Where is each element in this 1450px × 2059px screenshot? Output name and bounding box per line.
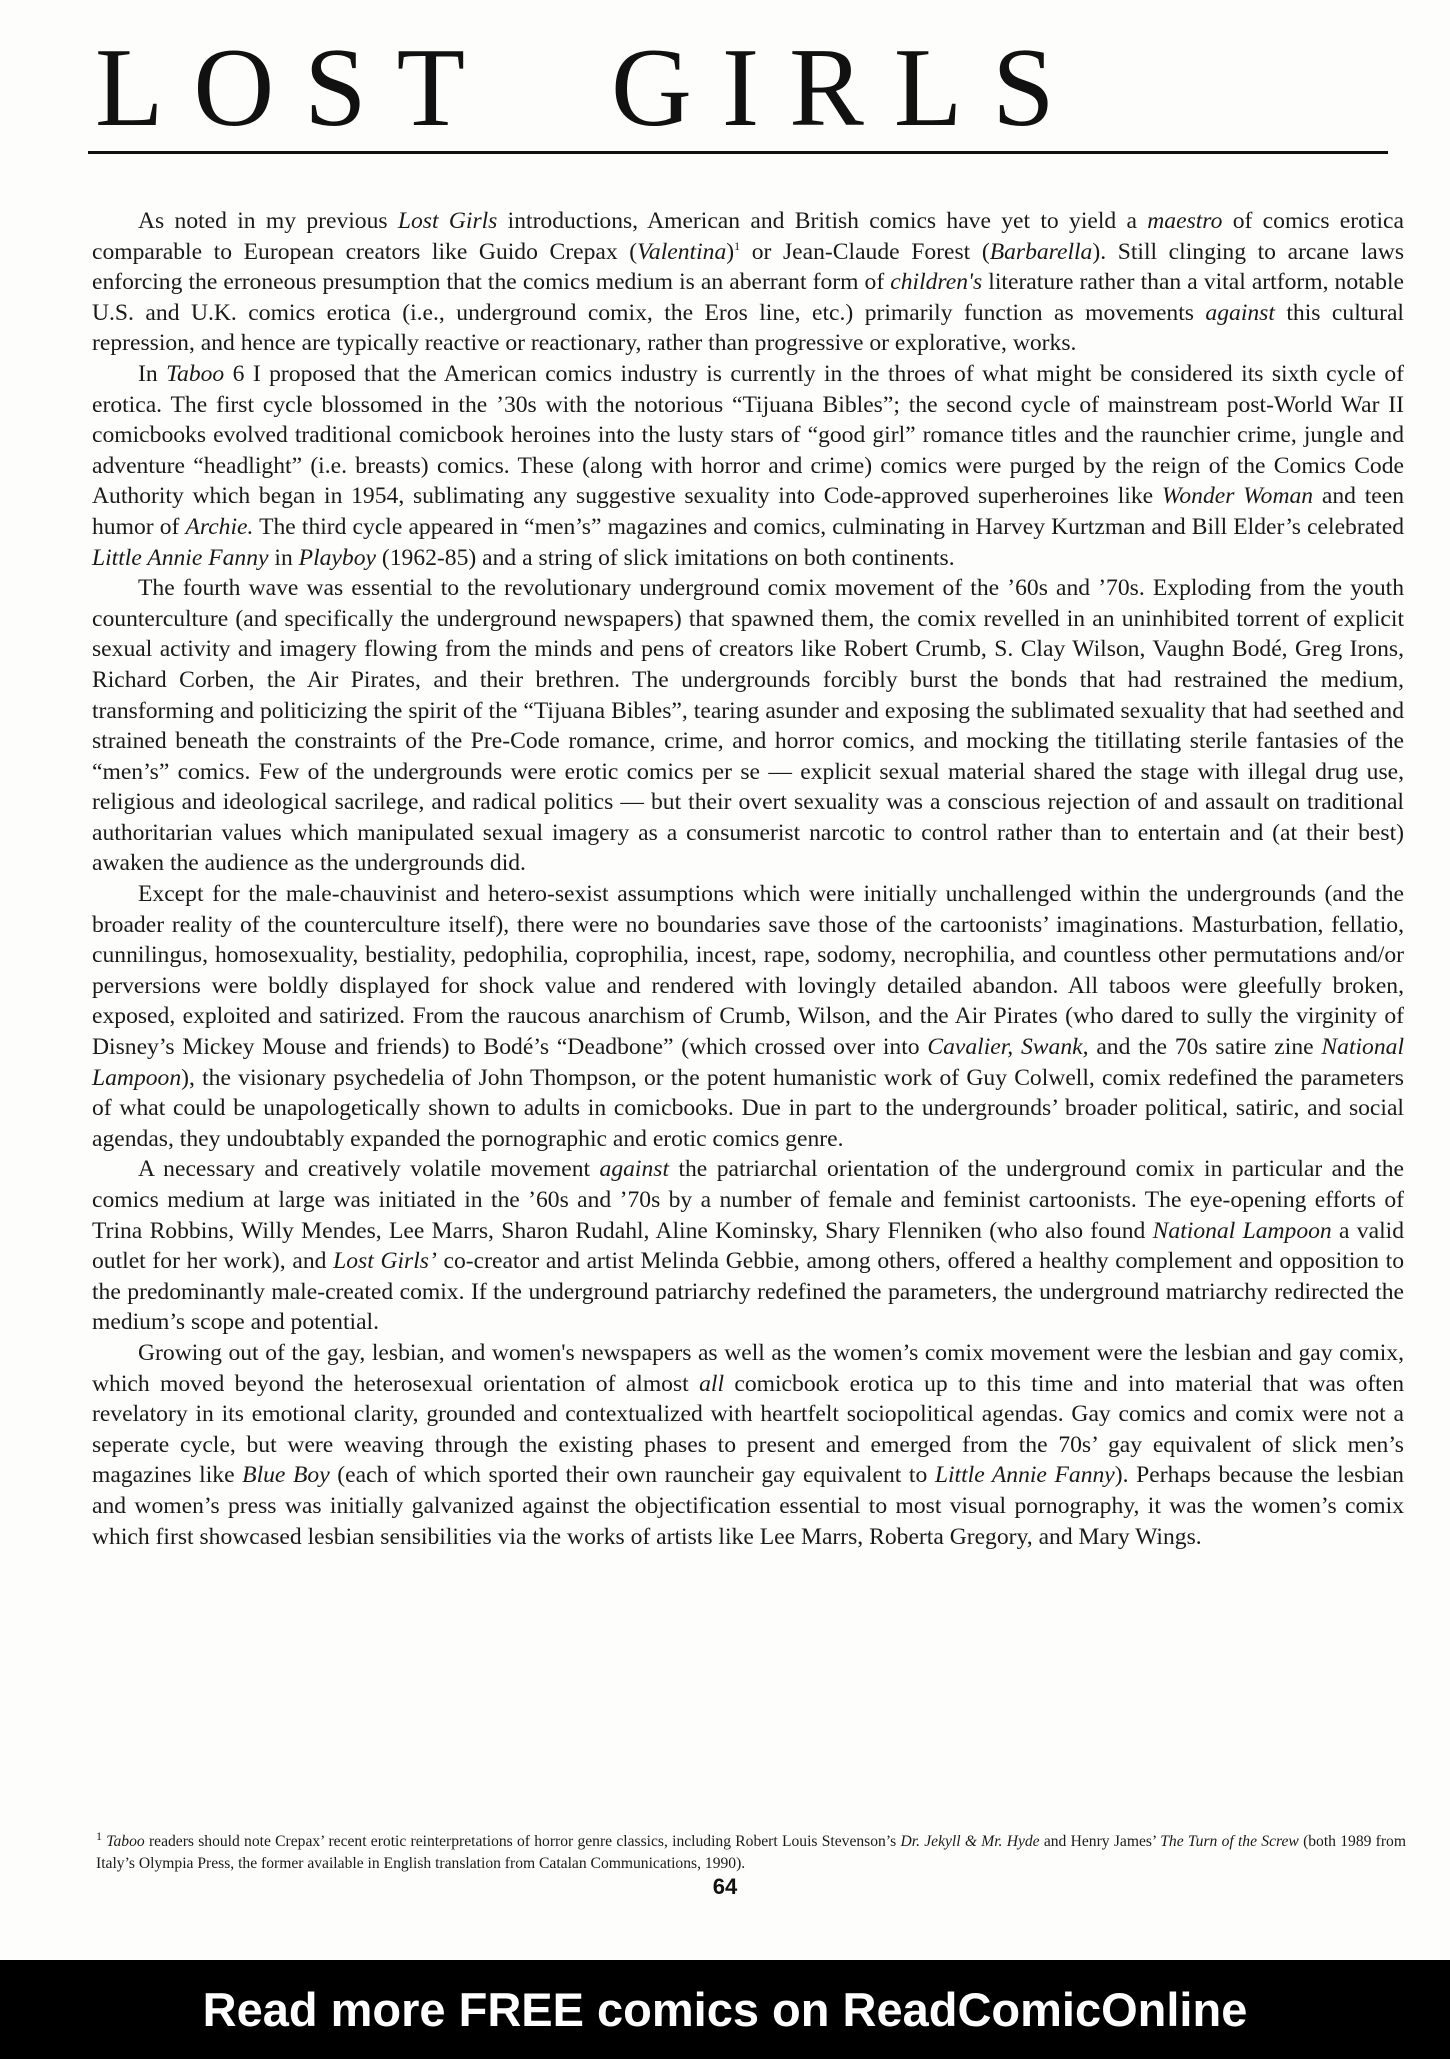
italic-text: Lost Girls’	[333, 1248, 437, 1275]
paragraph: The fourth wave was essential to the revolutionary underground comix movement of the ’60s and ’70s. Exploding from the youth counterculture (and specifically the underground newspapers) that spawned them, the comix revelled in an uninhibited torrent of explicit sexual activity and imagery flowing from the minds and pens of creators like Robert Crumb, S. Clay Wilson, Vaughn Bodé, Greg Irons, Richard Corben, the Air Pirates, and their brethren. The undergrounds forcibly burst the bonds that had restrained the medium, transforming and politicizing the spirit of the “Tijuana Bibles”, tearing asunder and exposing the sublimated sexuality that had seethed and strained beneath the constraints of the Pre-Code romance, crime, and horror comics, and mocking the titillating sterile fantasies of the “men’s” comics. Few of the undergrounds were erotic comics per se — explicit sexual material shared the stage with illegal drug use, religious and ideological sacrilege, and radical politics — but their overt sexuality was a conscious rejection of and assault on traditional authoritarian values which manipulated sexual imagery as a consumerist narcotic to control rather than to entertain and (at their best) awaken the audience as the undergrounds did.	[92, 575, 1404, 877]
paragraph: In Taboo 6 I proposed that the American comics industry is currently in the throes of what might be considered its sixth cycle of erotica. The first cycle blossomed in the ’30s with the notorious “Tijuana Bibles”; the second cycle of mainstream post-World War II comicbooks evolved traditional comicbook heroines into the lusty stars of “good girl” romance titles and the raunchier crime, jungle and adventure “headlight” (i.e. breasts) comics. These (along with horror and crime) comics were purged by the reign of the Comics Code Authority which began in 1954, sublimating any suggestive sexuality into Code-approved superheroines like Wonder Woman and teen humor of Archie. The third cycle appeared in “men’s” magazines and comics, culminating in Harvey Kurtzman and Bill Elder’s celebrated Little Annie Fanny in Playboy (1962-85) and a string of slick imitations on both continents.	[92, 360, 1404, 571]
italic-text: The Turn of the Screw	[1160, 1833, 1299, 1850]
italic-text: Barbarella	[989, 238, 1093, 265]
italic-text: Playboy	[298, 544, 376, 571]
italic-text: Wonder Woman	[1161, 483, 1314, 510]
italic-text: Taboo	[166, 360, 225, 387]
italic-text: Little Annie Fanny	[934, 1462, 1115, 1489]
italic-text: Lost Girls	[397, 208, 498, 234]
italic-text: against	[599, 1156, 670, 1183]
italic-text: Dr. Jekyll & Mr. Hyde	[900, 1833, 1040, 1850]
page-title: LOST GIRLS	[95, 26, 1085, 150]
italic-text: National Lampoon	[92, 1034, 1404, 1091]
footnote: $^1$ Taboo readers should note Crepax’ recent erotic reinterpretations of horror genre classics, including Robert Louis Stevenson’s Dr. Jekyll & Mr. Hyde and Henry James’ The Turn of the Screw (both 1989 from Italy’s Olympia Press, the former available in English translation from Catalan Communications, 1990).	[96, 1828, 1406, 1872]
italic-text: Cavalier, Swank,	[927, 1034, 1089, 1061]
paragraph: As noted in my previous Lost Girls introductions, American and British comics have yet to yield a maestro of comics erotica comparable to European creators like Guido Crepax (Valentina)$^1$ or Jean-Claude Forest (Barbarella). Still clinging to arcane laws enforcing the erroneous presumption that the comics medium is an aberrant form of children's literature rather than a vital artform, notable U.S. and U.K. comics erotica (i.e., underground comix, the Eros line, etc.) primarily function as movements against this cultural repression, and hence are typically reactive or reactionary, rather than progressive or explorative, works.	[92, 208, 1404, 357]
italic-text: maestro	[1147, 208, 1223, 234]
footnote-marker: 1	[734, 238, 741, 253]
italic-text: Little Annie Fanny	[92, 544, 269, 571]
italic-text: National Lampoon	[1152, 1217, 1332, 1244]
footnote-marker: 1	[96, 1828, 102, 1843]
italic-text: Archie.	[185, 513, 254, 540]
paragraph: Growing out of the gay, lesbian, and women's newspapers as well as the women’s comix movement were the lesbian and gay comix, which moved beyond the heterosexual orientation of almost all comicbook erotica up to this time and into material that was often revelatory in its emotional clarity, grounded and contextualized with heartfelt sociopolitical agendas. Gay comics and comix were not a seperate cycle, but were weaving through the existing phases to present and emerged from the 70s’ gay equivalent of slick men’s magazines like Blue Boy (each of which sported their own rauncheir gay equivalent to Little Annie Fanny). Perhaps because the lesbian and women’s press was initially galvanized against the objectification essential to most visual pornography, it was the women’s comix which first showcased lesbian sensibilities via the works of artists like Lee Marrs, Roberta Gregory, and Mary Wings.	[92, 1339, 1405, 1550]
italic-text: children's	[890, 269, 983, 296]
paragraph: A necessary and creatively volatile movement against the patriarchal orientation of the underground comix in particular and the comics medium at large was initiated in the ’60s and ’70s by a number of female and feminist cartoonists. The eye-opening efforts of Trina Robbins, Willy Mendes, Lee Marrs, Sharon Rudahl, Aline Kominsky, Shary Flenniken (who also found National Lampoon a valid outlet for her work), and Lost Girls’ co-creator and artist Melinda Gebbie, among others, offered a healthy complement and opposition to the predominantly male-created comix. If the underground patriarchy redefined the parameters, the underground matriarchy redirected the medium’s scope and potential.	[92, 1156, 1405, 1336]
italic-text: all	[699, 1370, 725, 1397]
italic-text: Valentina	[637, 238, 727, 265]
paragraph: Except for the male-chauvinist and hetero-sexist assumptions which were initially unchallenged within the undergrounds (and the broader reality of the counterculture itself), there were no boundaries save those of the cartoonists’ imaginations. Masturbation, fellatio, cunnilingus, homosexuality, bestiality, pedophilia, coprophilia, incest, rape, sodomy, necrophilia, and countless other permutations and/or perversions were boldly displayed for shock value and rendered with lovingly detailed abandon. All taboos were gleefully broken, exposed, exploited and satirized. From the raucous anarchism of Crumb, Wilson, and the Air Pirates (who dared to sully the virginity of Disney’s Mickey Mouse and friends) to Bodé’s “Deadbone” (which crossed over into Cavalier, Swank, and the 70s satire zine National Lampoon), the visionary psychedelia of John Thompson, or the potent humanistic work of Guy Colwell, comix redefined the parameters of what could be unapologetically shown to adults in comicbooks. Due in part to the undergrounds’ broader political, satiric, and social agendas, they undoubtably expanded the pornographic and erotic comics genre.	[92, 881, 1404, 1152]
article-body	[92, 206, 1404, 1552]
title-divider	[88, 151, 1388, 154]
italic-text: Taboo	[106, 1833, 145, 1850]
promo-banner[interactable]: Read more FREE comics on ReadComicOnline	[0, 1960, 1450, 2059]
italic-text: Blue Boy	[242, 1462, 330, 1489]
italic-text: against	[1205, 299, 1275, 326]
page-number: 64	[712, 1874, 738, 1899]
